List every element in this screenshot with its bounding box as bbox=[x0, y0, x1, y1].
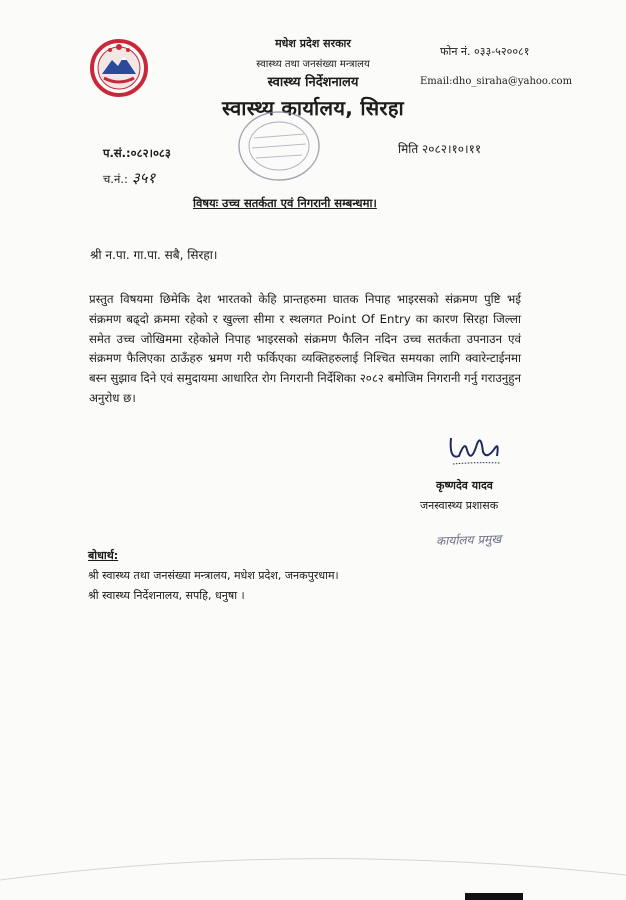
cc-item: श्री स्वास्थ्य निर्देशनालय, सपहि, धनुषा । bbox=[88, 589, 245, 602]
signature-icon bbox=[445, 430, 505, 470]
directorate-name: स्वास्थ्य निर्देशनालय bbox=[267, 75, 359, 90]
patra-sankhya: प.सं.:०८२।०८३ bbox=[103, 146, 171, 160]
letter-body: प्रस्तुत विषयमा छिमेकि देश भारतको केहि प्रान्तहरुमा घातक निपाह भाइरसको संक्रमण पुष्टि भई संक्रमण बढ्दो क्रममा रहेको र खुल्ला सीमा र स्थलगत Point Of Entry का कारण सिरहा जिल्ला समेत उच्च जोखिममा रहेकोले निपाह भाइरसको संक्रमण फैलिन नदिन उच्च सतर्कता उपनाउन एवं संक्रमण फैलिएका ठाऊँहरु भ्रमण गरी फर्किएका व्यक्तिहरुलाई निश्चित समयका लागि क्वारेन्टाईनमा बस्न सुझाव दिने एवं समुदायमा आधारित रोग निगरानी निर्देशिका २०८२ बमोजिम निगरानी गर्नु गराउनुहुन अनुरोध छ। bbox=[89, 292, 521, 405]
signatory-name: कृष्णदेव यादव bbox=[436, 479, 493, 492]
chalani-label: च.नं.: bbox=[103, 172, 128, 186]
ministry-name: स्वास्थ्य तथा जनसंख्या मन्त्रालय bbox=[256, 59, 370, 70]
addressee: श्री न.पा. गा.पा. सबै, सिरहा। bbox=[90, 248, 218, 262]
letter-subject: विषयः उच्च सतर्कता एवं निगरानी सम्बन्धमा। bbox=[193, 196, 377, 210]
office-chief-stamp: कार्यालय प्रमुख bbox=[435, 531, 502, 549]
email-address: Email:dho_siraha@yahoo.com bbox=[420, 76, 573, 87]
cc-label: बोधार्थ: bbox=[88, 549, 119, 562]
bottom-redaction-bar bbox=[465, 893, 523, 900]
office-name: स्वास्थ्य कार्यालय, सिरहा bbox=[222, 96, 404, 120]
signatory-title: जनस्वास्थ्य प्रशासक bbox=[420, 499, 499, 512]
cc-item: श्री स्वास्थ्य तथा जनसंख्या मन्त्रालय, मधेश प्रदेश, जनकपुरधाम। bbox=[88, 569, 339, 582]
phone-number: फोन नं. ०३३-५२००८१ bbox=[440, 45, 530, 58]
office-seal-icon bbox=[236, 108, 322, 184]
page-curl-shadow bbox=[0, 850, 626, 900]
chalani-number: ३५१ bbox=[131, 169, 156, 187]
chalani-number-row bbox=[103, 168, 155, 188]
province-government: मधेश प्रदेश सरकार bbox=[275, 37, 351, 50]
letter-date: मिति २०८२।१०।११ bbox=[398, 142, 482, 156]
